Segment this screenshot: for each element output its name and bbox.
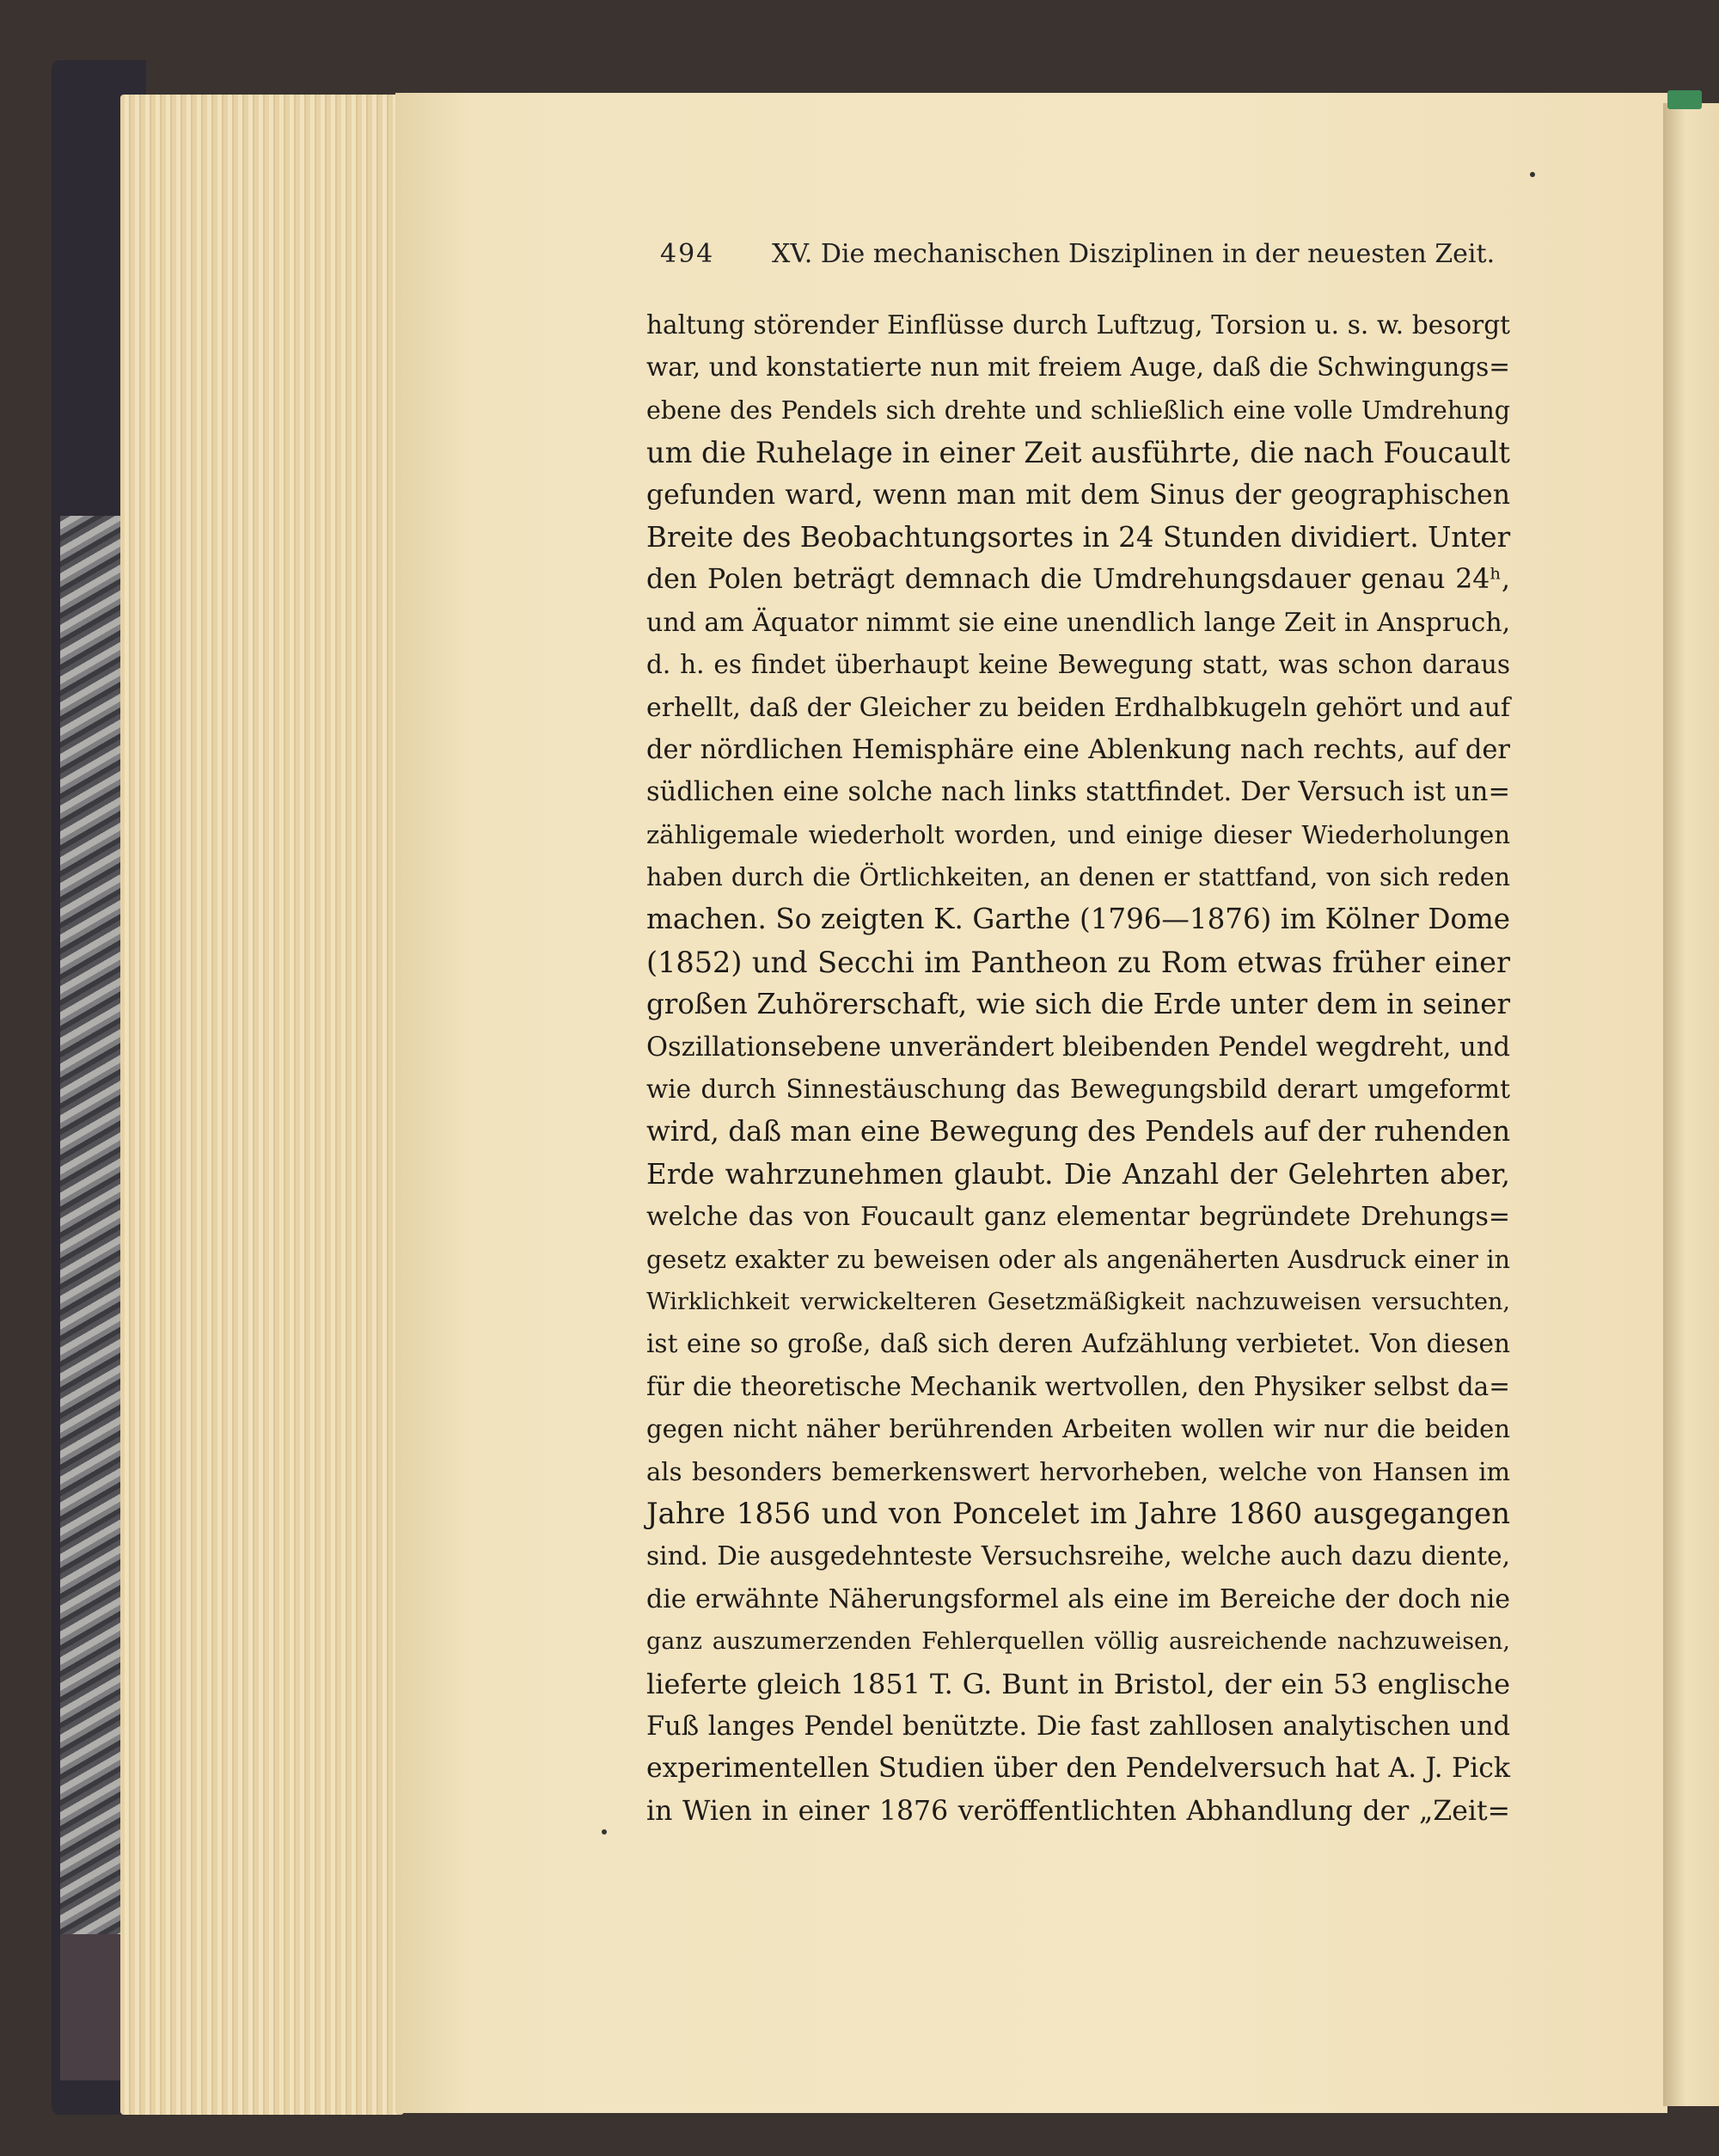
text-line: gegen nicht näher berührenden Arbeiten wollen wir nur die beiden <box>646 1414 1510 1444</box>
text-line: zähligemale wiederholt worden, und einige dieser Wiederholungen <box>646 819 1510 849</box>
marbled-cover-pattern <box>60 516 129 1934</box>
text-line: haltung störender Einflüsse durch Luftzug, Torsion u. s. w. besorgt <box>646 310 1510 340</box>
text-line: welche das von Foucault ganz elementar begründete Drehungs= <box>646 1202 1510 1233</box>
text-line: um die Ruhelage in einer Zeit ausführte, die nach Foucault <box>646 436 1510 470</box>
text-line: (1852) und Secchi im Pantheon zu Rom etwas früher einer <box>646 945 1510 979</box>
text-line: ebene des Pendels sich drehte und schließlich eine volle Umdrehung <box>646 395 1510 425</box>
text-line: in Wien in einer 1876 veröffentlichten Abhandlung der „Zeit= <box>646 1795 1510 1827</box>
text-line: d. h. es findet überhaupt keine Bewegung statt, was schon daraus <box>646 650 1510 680</box>
text-line: für die theoretische Mechanik wertvollen, den Physiker selbst da= <box>646 1371 1510 1401</box>
text-line: und am Äquator nimmt sie eine unendlich lange Zeit in Anspruch, <box>646 607 1511 638</box>
text-line: ist eine so große, daß sich deren Aufzählung verbietet. Von diesen <box>646 1329 1510 1359</box>
text-line: machen. So zeigten K. Garthe (1796—1876) im Kölner Dome <box>646 903 1510 936</box>
text-line: die erwähnte Näherungsformel als eine im Bereiche der doch nie <box>646 1583 1510 1614</box>
text-line: südlichen eine solche nach links stattfindet. Der Versuch ist un= <box>646 777 1510 808</box>
text-line: Oszillationsebene unverändert bleibenden Pendel wegdreht, und <box>646 1032 1510 1063</box>
text-line: den Polen beträgt demnach die Umdrehungsdauer genau 24ʰ, <box>646 564 1510 596</box>
bookmark-tab <box>1667 90 1702 109</box>
page-header <box>660 239 1496 280</box>
text-line: wird, daß man eine Bewegung des Pendels auf der ruhenden <box>646 1115 1511 1148</box>
text-line: ganz auszumerzenden Fehlerquellen völlig ausreichende nachzuweisen, <box>646 1628 1510 1656</box>
text-line: Jahre 1856 und von Poncelet im Jahre 1860 ausgegangen <box>646 1496 1510 1531</box>
ink-speck <box>1530 172 1535 177</box>
text-line: sind. Die ausgedehnteste Versuchsreihe, welche auch dazu diente, <box>646 1541 1510 1571</box>
text-line: experimentellen Studien über den Pendelversuch hat A. J. Pick <box>646 1753 1510 1785</box>
text-line: als besonders bemerkenswert hervorheben, welche von Hansen im <box>646 1456 1510 1486</box>
facing-page-edge <box>1663 103 1719 2106</box>
running-title: XV. Die mechanischen Disziplinen in der neuesten Zeit. <box>772 239 1496 269</box>
text-line: der nördlichen Hemisphäre eine Ablenkung nach rechts, auf der <box>646 734 1510 765</box>
text-line: gefunden ward, wenn man mit dem Sinus der geographischen <box>646 479 1510 511</box>
text-line: war, und konstatierte nun mit freiem Auge, daß die Schwingungs= <box>646 352 1510 383</box>
page-number: 494 <box>660 239 715 269</box>
text-line: wie durch Sinnestäuschung das Bewegungsbild derart umgeformt <box>646 1075 1510 1105</box>
text-line: gesetz exakter zu beweisen oder als angenäherten Ausdruck einer in <box>646 1245 1510 1274</box>
text-line: Fuß langes Pendel benützte. Die fast zahllosen analytischen und <box>646 1711 1510 1742</box>
text-line: haben durch die Örtlichkeiten, an denen er stattfand, von sich reden <box>646 863 1510 892</box>
text-line: Breite des Beobachtungsortes in 24 Stunden dividiert. Unter <box>646 520 1511 554</box>
text-line: Erde wahrzunehmen glaubt. Die Anzahl der Gelehrten aber, <box>646 1157 1510 1191</box>
text-line: Wirklichkeit verwickelteren Gesetzmäßigkeit nachzuweisen versuchten, <box>646 1288 1510 1315</box>
body-text <box>646 304 1510 1833</box>
text-line: großen Zuhörerschaft, wie sich die Erde unter dem in seiner <box>646 988 1510 1021</box>
ink-speck <box>602 1829 607 1834</box>
text-line: lieferte gleich 1851 T. G. Bunt in Bristol, der ein 53 englische <box>646 1667 1510 1700</box>
page-stack-edges <box>120 95 404 2115</box>
text-line: erhellt, daß der Gleicher zu beiden Erdhalbkugeln gehört und auf <box>646 692 1510 723</box>
